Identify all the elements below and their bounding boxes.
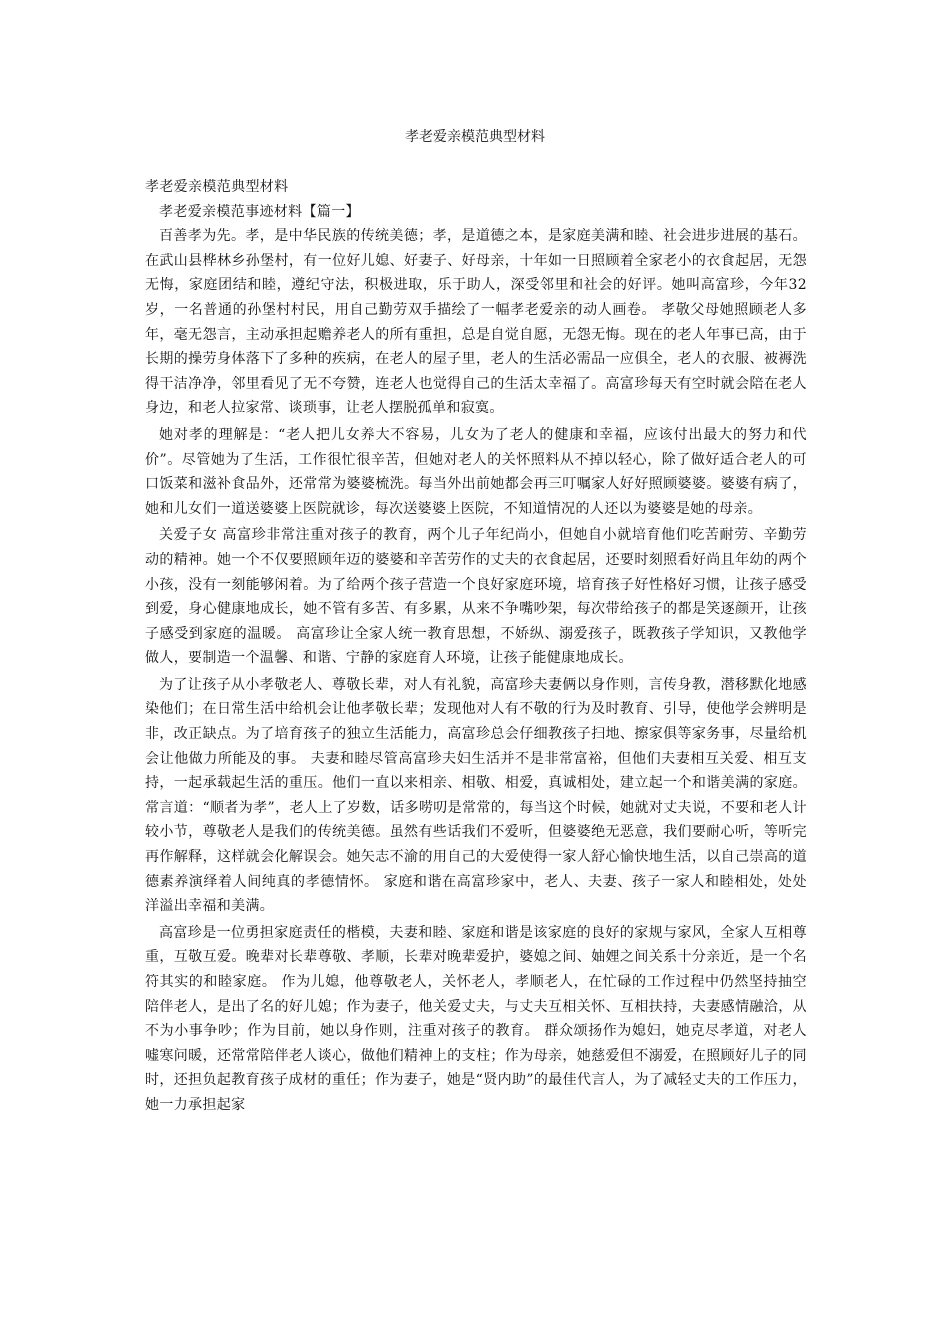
section-heading: 孝老爱亲模范事迹材料【篇一】 — [159, 203, 360, 220]
document-title: 孝老爱亲模范典型材料 — [405, 129, 545, 145]
paragraph-2: 她对孝的理解是：“老人把儿女养大不容易，儿女为了老人的健康和幸福，应该付出最大的努力和代价”。尽管她为了生活，工作很忙很辛苦，但她对老人的关怀照料从不掉以轻心，除了做好适合老人的可口饭菜和滋补食品外，还常常为婆婆梳洗。每当外出前她都会再三叮嘱家人好好照顾婆婆。婆婆有病了，她和儿女们一道送婆婆上医院就诊，每次送婆婆上医院，不知道情况的人还以为婆婆是她的母亲。 — [145, 426, 807, 517]
paragraph-3: 关爱子女 高富珍非常注重对孩子的教育，两个儿子年纪尚小，但她自小就培育他们吃苦耐劳、辛勤劳动的精神。她一个不仅要照顾年迈的婆婆和辛苦劳作的丈夫的衣食起居，还要时刻照看好尚且年幼的两个小孩，没有一刻能够闲着。为了给两个孩子营造一个良好家庭环境，培育孩子好性格好习惯，让孩子感受到爱，身心健康地成长，她不管有多苦、有多累，从来不争嘴吵架，每次带给孩子的都是笑逐颜开，让孩子感受到家庭的温暖。 高富珍让全家人统一教育思想，不娇纵、溺爱孩子，既教孩子学知识，又教他学做人，要制造一个温馨、和谐、宁静的家庭育人环境，让孩子能健康地成长。 — [145, 527, 807, 667]
paragraph-5: 高富珍是一位勇担家庭责任的楷模，夫妻和睦、家庭和谐是该家庭的良好的家规与家风，全家人互相尊重，互敬互爱。晚辈对长辈尊敬、孝顺，长辈对晚辈爱护，婆媳之间、妯娌之间关系十分亲近，是一个名符其实的和睦家庭。 作为儿媳，他尊敬老人，关怀老人，孝顺老人，在忙碌的工作过程中仍然坚持抽空陪伴老人，是出了名的好儿媳；作为妻子，他关爱丈夫，与丈夫互相关怀、互相扶持，夫妻感情融洽，从不为小事争吵；作为目前，她以身作则，注重对孩子的教育。 群众颂扬作为媳妇，她克尽孝道，对老人嘘寒问暖，还常常陪伴老人谈心，做他们精神上的支柱；作为母亲，她慈爱但不溺爱，在照顾好儿子的同时，还担负起教育孩子成材的重任；作为妻子，她是“贤内助”的最佳代言人，为了减轻丈夫的工作压力，她一力承担起家 — [145, 924, 807, 1113]
document-body — [145, 175, 807, 1120]
document-subtitle: 孝老爱亲模范典型材料 — [145, 179, 289, 195]
paragraph-4: 为了让孩子从小孝敬老人、尊敬长辈，对人有礼貌，高富珍夫妻俩以身作则，言传身教，潜移默化地感染他们；在日常生活中给机会让他孝敬长辈；发现他对人有不敬的行为及时教育、引导，使他学会辨明是非，改正缺点。为了培育孩子的独立生活能力，高富珍总会仔细教孩子扫地、擦家俱等家务事，尽量给机会让他做力所能及的事。 夫妻和睦尽管高富珍夫妇生活并不是非常富裕，但他们夫妻相互关爱、相互支持，一起承载起生活的重压。他们一直以来相亲、相敬、相爱，真诚相处，建立起一个和谐美满的家庭。常言道：“顺者为孝”，老人上了岁数，话多唠叨是常常的，每当这个时候，她就对丈夫说，不要和老人计较小节，尊敬老人是我们的传统美德。虽然有些话我们不爱听，但婆婆绝无恶意，我们要耐心听，等听完再作解释，这样就会化解误会。她矢志不渝的用自己的大爱使得一家人舒心愉快地生活，以自己崇高的道德素养演绎着人间纯真的孝德情怀。 家庭和谐在高富珍家中，老人、夫妻、孩子一家人和睦相处，处处洋溢出幸福和美满。 — [145, 676, 807, 915]
paragraph-1: 百善孝为先。孝，是中华民族的传统美德；孝，是道德之本，是家庭美满和睦、社会进步进展的基石。在武山县桦林乡孙堡村，有一位好儿媳、好妻子、好母亲，十年如一日照顾着全家老小的衣食起居，无怨无悔，家庭团结和睦，遵纪守法，积极进取，乐于助人，深受邻里和社会的好评。她叫高富珍，今年32岁，一名普通的孙堡村村民，用自己勤劳双手描绘了一幅孝老爱亲的动人画卷。 孝敬父母她照顾老人多年，毫无怨言，主动承担起赡养老人的所有重担，总是自觉自愿，无怨无悔。现在的老人年事已高，由于长期的操劳身体落下了多种的疾病，在老人的屋子里，老人的生活必需品一应俱全，老人的衣服、被褥洗得干洁净净，邻里看见了无不夸赞，连老人也觉得自己的生活太幸福了。高富珍每天有空时就会陪在老人身边，和老人拉家常、谈琐事，让老人摆脱孤单和寂寞。 — [145, 228, 807, 417]
